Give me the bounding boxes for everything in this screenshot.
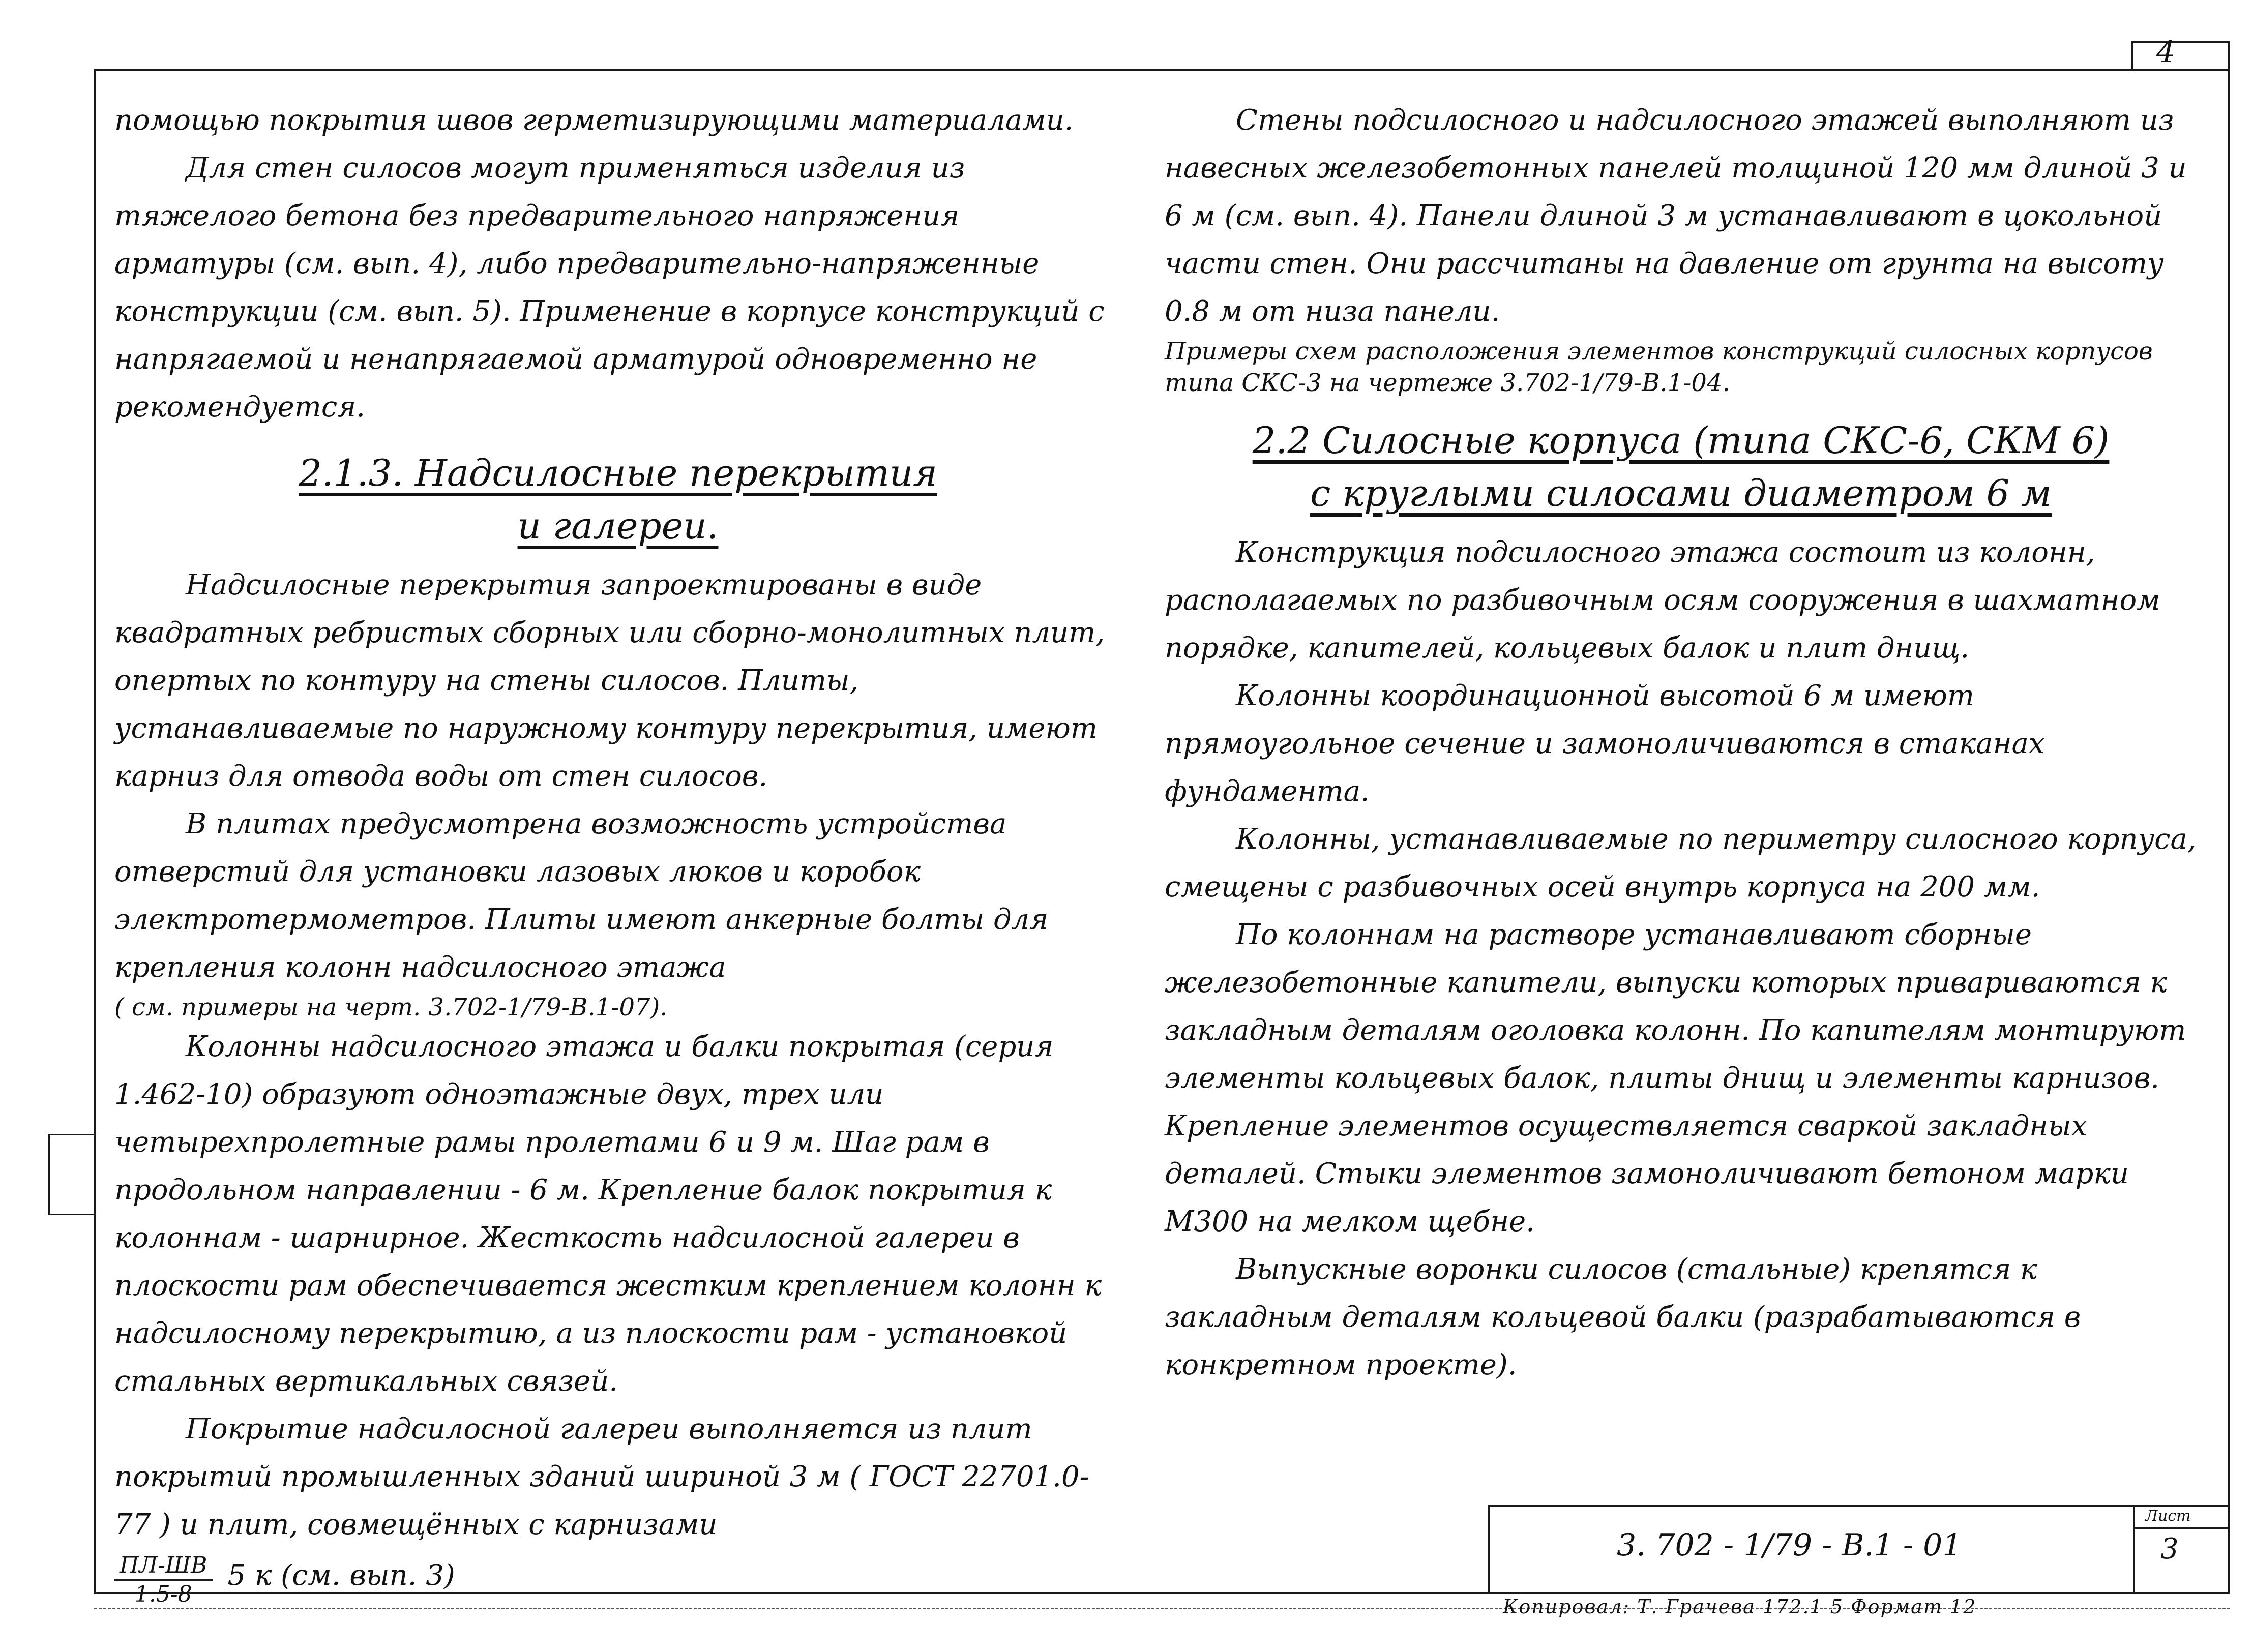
binding-mark: [48, 1134, 94, 1215]
heading-line: и галереи.: [517, 504, 719, 547]
right-column: [1165, 97, 2197, 1389]
sheet-divider: [2135, 1527, 2228, 1529]
left-column: [114, 97, 1121, 1608]
plate-mark-tail: 5 к (см. вып. 3): [227, 1559, 455, 1592]
sheet-label: Лист: [2145, 1507, 2191, 1525]
section-heading: [1165, 414, 2197, 520]
paragraph: Выпускные воронки силосов (стальные) крепятся к закладным деталям кольцевой балки (разрабатываются в конкретном проекте).: [1165, 1253, 2081, 1381]
paragraph: Колонны координационной высотой 6 м имеют прямоугольное сечение и замоноличиваются в стаканах фундамента.: [1165, 679, 2045, 808]
heading-line: с круглыми силосами диаметром 6 м: [1310, 472, 2052, 515]
fraction-top: ПЛ-ШВ: [114, 1552, 213, 1581]
drawing-code: 3. 702 - 1/79 - В.1 - 01: [1617, 1527, 1962, 1563]
sheet-cell: [2133, 1507, 2228, 1592]
paragraph: По колоннам на растворе устанавливают сборные железобетонные капители, выпуски которых привариваются к закладным деталям оголовка колонн. По капителям монтируют элементы кольцевых балок, плиты днищ и элементы карнизов. Крепление элементов осуществляется сваркой закладных деталей. Стыки элементов замоноличивают бетоном марки М300 на мелком щебне.: [1165, 918, 2186, 1238]
paragraph: Колонны надсилосного этажа и балки покрытая (серия 1.462-10) образуют одноэтажные двух, трех или четырехпролетные рамы пролетами 6 и 9 м. Шаг рам в продольном направлении - 6 м. Крепление балок покрытия к колоннам - шарнирное. Жесткость надсилосной галереи в плоскости рам обеспечивается жестким креплением колонн к надсилосному перекрытию, а из плоскости рам - установкой стальных вертикальных связей.: [114, 1030, 1102, 1398]
reference-note: Примеры схем расположения элементов конструкций силосных корпусов типа СКС-3 на чертеже 3.702-1/79-В.1-04.: [1165, 337, 2153, 397]
corner-number: 4: [2156, 35, 2175, 69]
paragraph: Конструкция подсилосного этажа состоит из колонн, располагаемых по разбивочным осям сооружения в шахматном порядке, капителей, кольцевых балок и плит днищ.: [1165, 536, 2160, 665]
paragraph: Стены подсилосного и надсилосного этажей выполняют из навесных железобетонных панелей толщиной 120 мм длиной 3 и 6 м (см. вып. 4). Панели длиной 3 м устанавливают в цокольной части стен. Они рассчитаны на давление от грунта на высоту 0.8 м от низа панели.: [1165, 104, 2187, 328]
paragraph: помощью покрытия швов герметизирующими материалами.: [114, 104, 1074, 137]
fraction-bottom: 1.5-8: [134, 1581, 192, 1607]
title-block: [1488, 1505, 2230, 1594]
section-heading: [114, 446, 1121, 552]
paragraph: Покрытие надсилосной галереи выполняется из плит покрытий промышленных зданий шириной 3 м ( ГОСТ 22701.0-77 ) и плит, совмещённых с карнизами: [114, 1413, 1089, 1541]
heading-line: 2.1.3. Надсилосные перекрытия: [299, 452, 937, 494]
copied-by-stamp: Копировал: Т. Грачева 172.1 5 Формат 12: [1503, 1596, 1977, 1618]
sheet-number: 3: [2160, 1533, 2179, 1566]
plate-designation: [114, 1552, 1121, 1608]
heading-line: 2.2 Силосные корпуса (типа СКС-6, СКМ 6): [1252, 419, 2110, 462]
paragraph: Колонны, устанавливаемые по периметру силосного корпуса, смещены с разбивочных осей внутрь корпуса на 200 мм.: [1165, 823, 2197, 904]
paragraph: Надсилосные перекрытия запроектированы в виде квадратных ребристых сборных или сборно-монолитных плит, опертых по контуру на стены силосов. Плиты, устанавливаемые по наружному контуру перекрытия, имеют карниз для отвода воды от стен силосов.: [114, 568, 1105, 793]
paragraph: В плитах предусмотрена возможность устройства отверстий для установки лазовых люков и коробок электротермометров. Плиты имеют анкерные болты для крепления колонн надсилосного этажа: [114, 807, 1049, 984]
plate-mark-fraction: [114, 1552, 213, 1608]
corner-number-box: [2131, 41, 2230, 71]
paragraph: Для стен силосов могут применяться изделия из тяжелого бетона без предварительного напряжения арматуры (см. вып. 4), либо предварительно-напряженные конструкции (см. вып. 5). Применение в корпусе конструкций с напрягаемой и ненапрягаемой арматурой одновременно не рекомендуется.: [114, 152, 1105, 424]
reference-note: ( см. примеры на черт. 3.702-1/79-В.1-07).: [114, 993, 668, 1022]
